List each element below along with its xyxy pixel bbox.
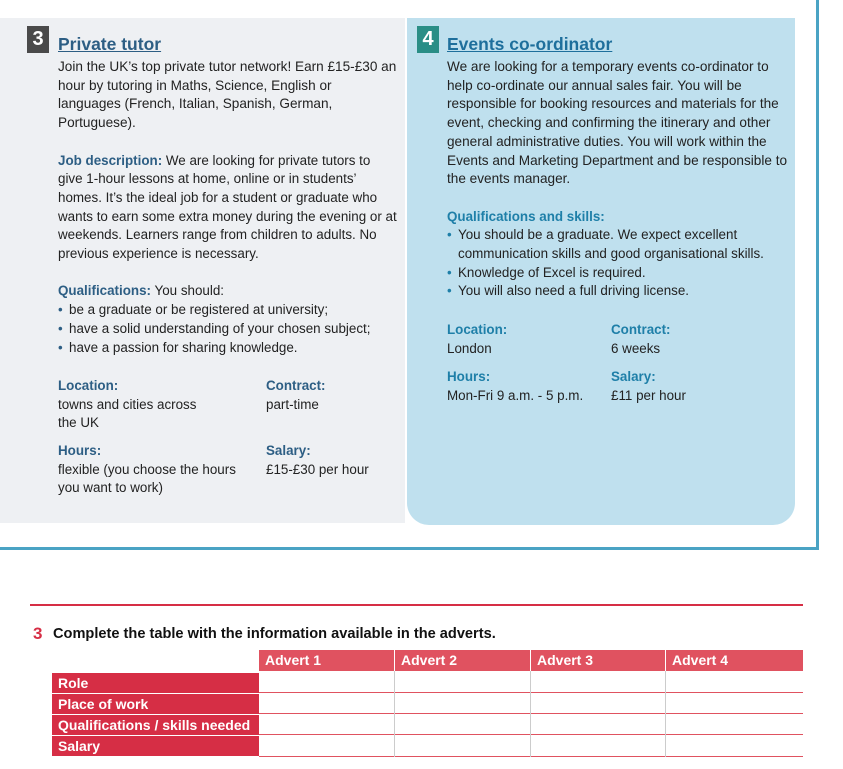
table-row-divider: [259, 692, 803, 693]
advert4-location: [447, 321, 597, 358]
table-column-divider: [394, 671, 395, 757]
advert4-intro: We are looking for a temporary events co-ordinator to help co-ordinate our annual sales fair. You will be responsible for booking resources and materials for the event, checking and confirming the itinerary and other general administrative duties. You will work within the Events and Marketing Department and be responsible to the events manager.: [447, 59, 788, 187]
table-row-header-role: Role: [52, 673, 259, 693]
advert4-contract-value: 6 weeks: [611, 340, 661, 356]
advert4-hours-value: Mon-Fri 9 a.m. - 5 p.m.: [447, 387, 584, 403]
advert3-location: [58, 377, 208, 433]
advert3-location-label: Location:: [58, 378, 119, 393]
list-item: • have a solid understanding of your chosen subject;: [58, 320, 371, 336]
advert3-hours-value: flexible (you choose the hours you want to work): [58, 461, 236, 496]
advert4-hours: [447, 368, 607, 405]
table-header-advert-3: Advert 3: [531, 650, 665, 671]
list-item: • be a graduate or be registered at university;: [58, 302, 329, 318]
advert3-job-label: Job description:: [58, 152, 163, 168]
table-header-advert-2: Advert 2: [395, 650, 530, 671]
advert3-contract: [266, 377, 396, 414]
advert3-hours: [58, 442, 238, 498]
advert3-contract-label: Contract:: [266, 378, 326, 393]
exercise-number: 3: [33, 624, 43, 643]
advert4-body: [447, 58, 792, 301]
advert4-location-label: Location:: [447, 322, 508, 337]
table-column-divider: [530, 671, 531, 757]
table-header-advert-4: Advert 4: [666, 650, 803, 671]
advert3-qual-label: Qualifications:: [58, 283, 152, 299]
section-divider: [30, 604, 803, 606]
advert3-qualifications: [58, 282, 398, 301]
advert4-hours-label: Hours:: [447, 369, 491, 384]
advert3-job-description: [58, 152, 398, 264]
advert3-location-value: towns and cities across the UK: [58, 396, 197, 431]
table-row-header-salary: Salary: [52, 736, 259, 756]
advert4-title: Events co-ordinator: [447, 34, 613, 54]
advert3-hours-label: Hours:: [58, 443, 102, 458]
list-item: • You will also need a full driving license.: [447, 283, 690, 299]
advert4-number-badge: 4: [417, 26, 439, 53]
table-column-divider: [665, 671, 666, 757]
list-item: • Knowledge of Excel is required.: [447, 264, 646, 280]
advert4-salary: [611, 368, 761, 405]
advert4-salary-label: Salary:: [611, 369, 656, 384]
advert3-number-badge: 3: [27, 26, 49, 53]
table-header-advert-1: Advert 1: [259, 650, 394, 671]
advert4-salary-value: £11 per hour: [611, 387, 686, 403]
advert3-job-text: We are looking for private tutors to give 1-hour lessons at home, online or in students’ homes. It’s the ideal job for a student or graduate who wants to earn some extra money during the evening or at weekends. Learners range from children to adults. No previous experience is necessary.: [58, 152, 397, 262]
advert3-contract-value: part-time: [266, 396, 319, 412]
advert3-salary-value: £15-£30 per hour: [266, 461, 369, 477]
advert3-salary-label: Salary:: [266, 443, 311, 458]
table-row-divider: [259, 713, 803, 714]
advert3-body: [58, 58, 398, 357]
exercise-instruction: Complete the table with the information available in the adverts.: [53, 626, 496, 642]
advert4-location-value: London: [447, 340, 492, 356]
advert3-title: Private tutor: [58, 34, 162, 54]
table-row-divider: [259, 734, 803, 735]
advert3-intro: Join the UK’s top private tutor network! Earn £15-£30 an hour by tutoring in Maths, Science, English or languages (French, Italian, Spanish, German, Portuguese).: [58, 59, 397, 131]
advert3-qual-text: You should:: [154, 283, 224, 299]
list-item: • You should be a graduate. We expect excellent communication skills and good organisational skills.: [447, 227, 764, 262]
table-row-header-qualifications: Qualifications / skills needed: [52, 715, 259, 735]
advert3-salary: [266, 442, 401, 479]
table-row-header-place: Place of work: [52, 694, 259, 714]
advert4-qual-label: Qualifications and skills:: [447, 208, 605, 224]
advert4-contract-label: Contract:: [611, 322, 671, 337]
advert4-contract: [611, 321, 761, 358]
list-item: • have a passion for sharing knowledge.: [58, 339, 298, 355]
table-row-divider: [259, 756, 803, 757]
